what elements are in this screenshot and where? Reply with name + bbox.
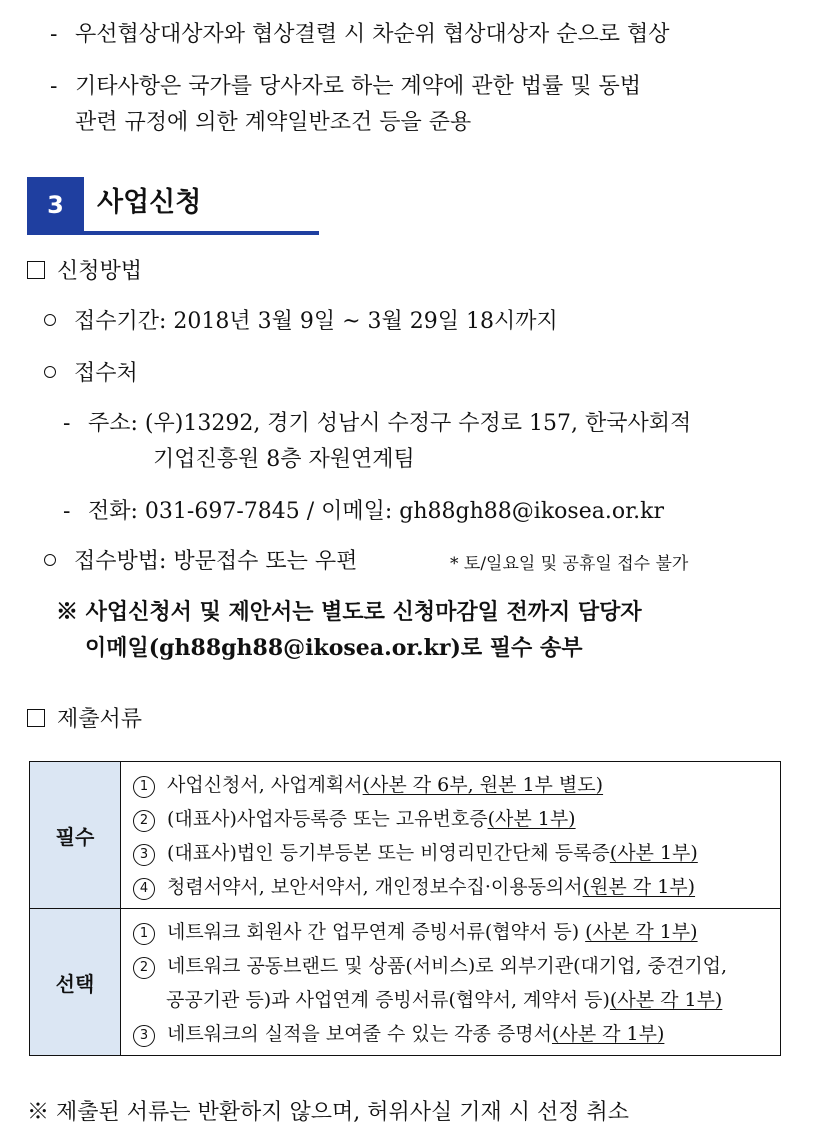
group-label-optional: 선택 bbox=[30, 909, 121, 1056]
checkbox-square-icon bbox=[27, 709, 45, 727]
circled-number-icon: 1 bbox=[133, 776, 155, 798]
list-item bbox=[133, 870, 772, 904]
circle-bullet-icon bbox=[44, 366, 56, 378]
address-line-1: 주소: (우)13292, 경기 성남시 수정구 수정로 157, 한국사회적 bbox=[88, 411, 692, 436]
method-text: 접수방법: 방문접수 또는 우편 bbox=[74, 549, 358, 574]
dash-marker: - bbox=[50, 22, 58, 47]
list-item bbox=[133, 836, 772, 870]
method-item bbox=[44, 549, 357, 575]
section-title: 사업신청 bbox=[97, 187, 202, 218]
place-item bbox=[44, 361, 138, 387]
circled-number-icon: 4 bbox=[133, 878, 155, 900]
item-copies: (사본 각 1부) bbox=[609, 989, 723, 1011]
section-underline bbox=[27, 231, 319, 235]
list-item bbox=[133, 915, 772, 949]
required-items bbox=[121, 762, 781, 909]
apply-method-heading-text: 신청방법 bbox=[57, 259, 143, 284]
intro-line-2b: 관련 규정에 의한 계약일반조건 등을 준용 bbox=[75, 110, 472, 135]
circled-number-icon: 2 bbox=[133, 810, 155, 832]
dash-marker: - bbox=[63, 411, 71, 436]
notice-line-1: ※ 사업신청서 및 제안서는 별도로 신청마감일 전까지 담당자 bbox=[56, 599, 642, 625]
group-label-required: 필수 bbox=[30, 762, 121, 909]
apply-method-heading bbox=[27, 259, 142, 285]
period-text: 접수기간: 2018년 3월 9일 ~ 3월 29일 18시까지 bbox=[74, 309, 558, 334]
item-copies: (사본 각 6부, 원본 1부 별도) bbox=[362, 774, 604, 796]
list-item bbox=[133, 802, 772, 836]
item-copies: (원본 각 1부) bbox=[582, 876, 696, 898]
item-text: 네트워크 공동브랜드 및 상품(서비스)로 외부기관(대기업, 중견기업, bbox=[167, 955, 728, 977]
item-copies: (사본 1부) bbox=[609, 842, 698, 864]
circle-bullet-icon bbox=[44, 554, 56, 566]
documents-table bbox=[29, 761, 781, 1056]
item-text: (대표사)사업자등록증 또는 고유번호증 bbox=[167, 808, 488, 830]
circled-number-icon: 2 bbox=[133, 957, 155, 979]
intro-line-2a: 기타사항은 국가를 당사자로 하는 계약에 관한 법률 및 동법 bbox=[75, 74, 641, 99]
circle-bullet-icon bbox=[44, 314, 56, 326]
list-item bbox=[133, 949, 772, 983]
item-text: 네트워크의 실적을 보여줄 수 있는 각종 증명서 bbox=[167, 1023, 552, 1045]
phone-email-line: 전화: 031-697-7845 / 이메일: gh88gh88@ikosea.or.kr bbox=[88, 499, 665, 524]
dash-marker: - bbox=[50, 74, 58, 99]
item-copies: (사본 각 1부) bbox=[585, 921, 698, 943]
dash-marker: - bbox=[63, 499, 71, 524]
item-copies: (사본 각 1부) bbox=[551, 1023, 665, 1045]
section-number: 3 bbox=[27, 177, 84, 232]
address-line-2: 기업진흥원 8층 자원연계팀 bbox=[153, 447, 415, 472]
optional-items bbox=[121, 909, 781, 1056]
list-item-continuation bbox=[133, 983, 772, 1017]
documents-heading bbox=[27, 707, 142, 733]
intro-line-1 bbox=[75, 22, 775, 48]
place-label: 접수처 bbox=[74, 361, 138, 386]
list-item bbox=[133, 1017, 772, 1051]
table-row bbox=[30, 909, 781, 1056]
footer-notice: ※ 제출된 서류는 반환하지 않으며, 허위사실 기재 시 선정 취소 bbox=[27, 1100, 629, 1125]
notice-line-2: 이메일(gh88gh88@ikosea.or.kr)로 필수 송부 bbox=[85, 635, 583, 661]
item-text: 사업신청서, 사업계획서 bbox=[167, 774, 363, 796]
method-note: * 토/일요일 및 공휴일 접수 불가 bbox=[450, 554, 689, 574]
item-text: 공공기관 등)과 사업연계 증빙서류(협약서, 계약서 등) bbox=[166, 989, 610, 1011]
item-copies: (사본 1부) bbox=[487, 808, 576, 830]
circled-number-icon: 1 bbox=[133, 923, 155, 945]
item-text: 청렴서약서, 보안서약서, 개인정보수집·이용동의서 bbox=[167, 876, 583, 898]
table-row bbox=[30, 762, 781, 909]
list-item bbox=[133, 768, 772, 802]
period-item bbox=[44, 309, 558, 335]
item-text: (대표사)법인 등기부등본 또는 비영리민간단체 등록증 bbox=[167, 842, 610, 864]
intro-line-1-text: 우선협상대상자와 협상결렬 시 차순위 협상대상자 순으로 협상 bbox=[75, 22, 670, 47]
circled-number-icon: 3 bbox=[133, 1025, 155, 1047]
checkbox-square-icon bbox=[27, 261, 45, 279]
documents-heading-text: 제출서류 bbox=[57, 707, 143, 732]
item-text: 네트워크 회원사 간 업무연계 증빙서류(협약서 등) bbox=[167, 921, 586, 943]
circled-number-icon: 3 bbox=[133, 844, 155, 866]
section-header bbox=[27, 177, 319, 235]
